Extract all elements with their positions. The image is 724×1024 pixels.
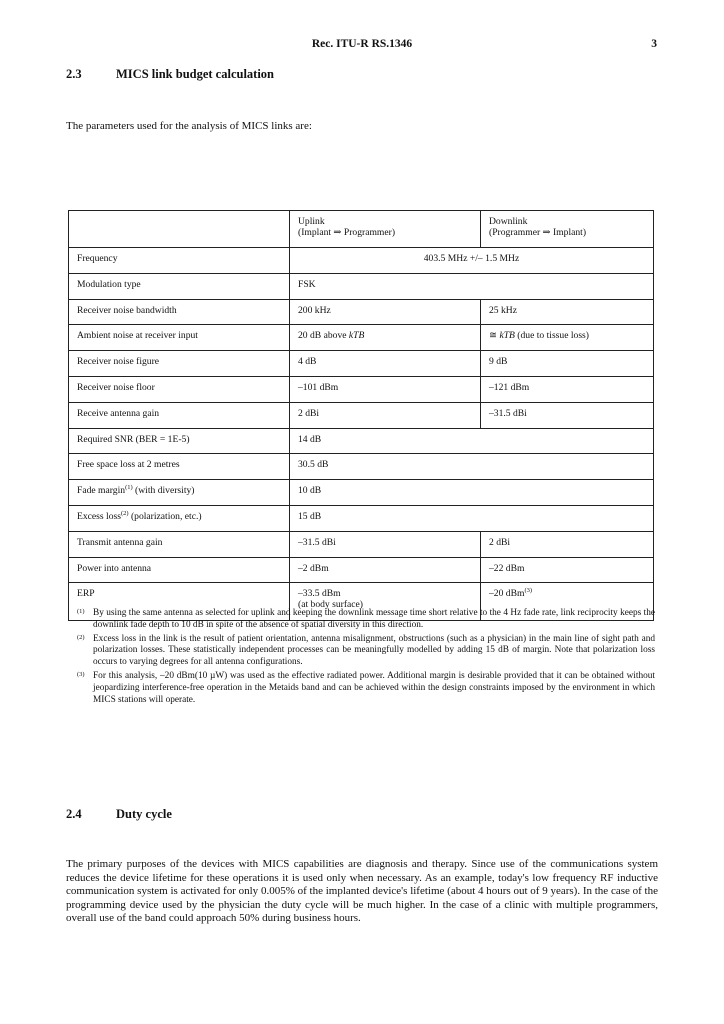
row-label: Free space loss at 2 metres bbox=[69, 454, 290, 480]
row-label: ERP bbox=[69, 583, 290, 621]
shared-value: 14 dB bbox=[290, 428, 654, 454]
ambient-downlink-suffix: (due to tissue loss) bbox=[514, 330, 589, 342]
footnote-mark: (2) bbox=[77, 633, 85, 641]
row-label: Frequency bbox=[69, 248, 290, 274]
row-label: Receiver noise bandwidth bbox=[69, 299, 290, 325]
table-row bbox=[69, 376, 654, 402]
modulation-value: FSK bbox=[290, 273, 654, 299]
footnote-text: For this analysis, –20 dBm(10 µW) was used as the effective radiated power. Additional margin is desirable provided that it can be obtained without jeopardizing interference-free operation in the Metaids band and can be achieved within the design constraints imposed by the environment in which MICS stations will operate. bbox=[93, 670, 655, 705]
downlink-title: Downlink bbox=[489, 216, 528, 227]
document-reference: Rec. ITU-R RS.1346 bbox=[311, 38, 413, 50]
excess-label-suffix: (polarization, etc.) bbox=[128, 510, 202, 522]
row-label bbox=[69, 480, 290, 506]
ambient-uplink-prefix: 20 dB above bbox=[298, 330, 349, 342]
table-row bbox=[69, 325, 654, 351]
uplink-value: –101 dBm bbox=[290, 376, 481, 402]
ktb-term: kTB bbox=[348, 330, 365, 342]
intro-paragraph: The parameters used for the analysis of MICS links are: bbox=[66, 120, 312, 132]
table-row bbox=[69, 248, 654, 274]
table-row bbox=[69, 402, 654, 428]
row-label: Receive antenna gain bbox=[69, 402, 290, 428]
table-row bbox=[69, 273, 654, 299]
footnote bbox=[77, 608, 655, 632]
frequency-value: 403.5 MHz +/– 1.5 MHz bbox=[290, 248, 654, 274]
link-budget-table bbox=[68, 210, 654, 621]
downlink-value: –31.5 dBi bbox=[481, 402, 654, 428]
table-footnotes bbox=[77, 608, 655, 708]
footnote-mark: (2) bbox=[120, 509, 129, 517]
erp-downlink: –20 dBm bbox=[489, 588, 525, 600]
duty-cycle-paragraph: The primary purposes of the devices with MICS capabilities are diagnosis and therapy. Since use of the communications system reduces the device lifetime for these operations it is used only when necessary. As an example, today's low frequency RF inductive communication system is activated for only 0.005% of the implanted device's lifetime (about 4 hours out of 9 years). In the case of the programming device used by the physician the duty cycle will be much higher. In the case of a clinic with multiple programmers, overall use of the band could approach 50% during business hours. bbox=[66, 858, 658, 924]
fade-label: Fade margin bbox=[77, 485, 126, 497]
section-number: 2.3 bbox=[66, 67, 82, 81]
downlink-value bbox=[481, 325, 654, 351]
table-row bbox=[69, 531, 654, 557]
ambient-downlink-prefix: ≅ bbox=[489, 330, 500, 342]
downlink-value: –22 dBm bbox=[481, 557, 654, 583]
uplink-value: –2 dBm bbox=[290, 557, 481, 583]
table-row bbox=[69, 557, 654, 583]
uplink-value: –31.5 dBi bbox=[290, 531, 481, 557]
header-empty-cell bbox=[69, 211, 290, 248]
footnote-text: Excess loss in the link is the result of patient orientation, antenna misalignment, obstructions (such as a physician) in the main line of sight path and polarization losses. These statistically independent processes can be meaningfully modelled by adding 15 dB of margin. Note that polarization loss occurs to varying degrees for all antenna configurations. bbox=[93, 633, 655, 668]
table-row bbox=[69, 299, 654, 325]
footnote bbox=[77, 634, 655, 669]
table-header-row bbox=[69, 211, 654, 248]
footnote-mark: (3) bbox=[77, 670, 85, 678]
uplink-value: 200 kHz bbox=[290, 299, 481, 325]
footnote-mark: (1) bbox=[77, 608, 85, 615]
downlink-subtitle: (Programmer ⇒ Implant) bbox=[489, 227, 587, 238]
downlink-header-cell bbox=[481, 211, 654, 248]
downlink-value: 25 kHz bbox=[481, 299, 654, 325]
uplink-header-cell bbox=[290, 211, 481, 248]
row-label: Receiver noise figure bbox=[69, 351, 290, 377]
fade-label-suffix: (with diversity) bbox=[132, 485, 195, 497]
erp-uplink-line1: –33.5 dBm bbox=[298, 588, 341, 600]
uplink-value: 2 dBi bbox=[290, 402, 481, 428]
uplink-title: Uplink bbox=[298, 216, 325, 227]
excess-label: Excess loss bbox=[77, 510, 121, 522]
row-label: Ambient noise at receiver input bbox=[69, 325, 290, 351]
section-2-4-heading bbox=[66, 807, 172, 822]
footnote-mark: (3) bbox=[524, 587, 533, 595]
section-title: MICS link budget calculation bbox=[116, 67, 275, 81]
table-row bbox=[69, 505, 654, 531]
table-row bbox=[69, 351, 654, 377]
table-row bbox=[69, 480, 654, 506]
row-label: Transmit antenna gain bbox=[69, 531, 290, 557]
downlink-value: –121 dBm bbox=[481, 376, 654, 402]
row-label: Modulation type bbox=[69, 273, 290, 299]
downlink-value: 2 dBi bbox=[481, 531, 654, 557]
footnote-text: By using the same antenna as selected for uplink and keeping the downlink message time short relative to the 4 Hz fade rate, link reciprocity keeps the downlink fade depth to 10 dB in spite of the absence of spatial diversity in this direction. bbox=[93, 608, 655, 630]
row-label bbox=[69, 505, 290, 531]
downlink-value: 9 dB bbox=[481, 351, 654, 377]
row-label: Receiver noise floor bbox=[69, 376, 290, 402]
section-2-3-heading bbox=[66, 67, 274, 82]
footnote bbox=[77, 671, 655, 706]
shared-value: 10 dB bbox=[290, 480, 654, 506]
uplink-value bbox=[290, 325, 481, 351]
table-row bbox=[69, 428, 654, 454]
uplink-subtitle: (Implant ⇒ Programmer) bbox=[298, 227, 396, 238]
footnote-mark: (1) bbox=[125, 484, 133, 492]
shared-value: 15 dB bbox=[290, 505, 654, 531]
row-label: Required SNR (BER = 1E-5) bbox=[69, 428, 290, 454]
section-number: 2.4 bbox=[66, 807, 82, 821]
uplink-value: 4 dB bbox=[290, 351, 481, 377]
erp-uplink-line2: (at body surface) bbox=[298, 599, 363, 611]
ktb-term: kTB bbox=[499, 330, 515, 342]
row-label: Power into antenna bbox=[69, 557, 290, 583]
section-title: Duty cycle bbox=[116, 807, 172, 821]
table-row bbox=[69, 454, 654, 480]
shared-value: 30.5 dB bbox=[290, 454, 654, 480]
page-number: 3 bbox=[651, 38, 657, 50]
